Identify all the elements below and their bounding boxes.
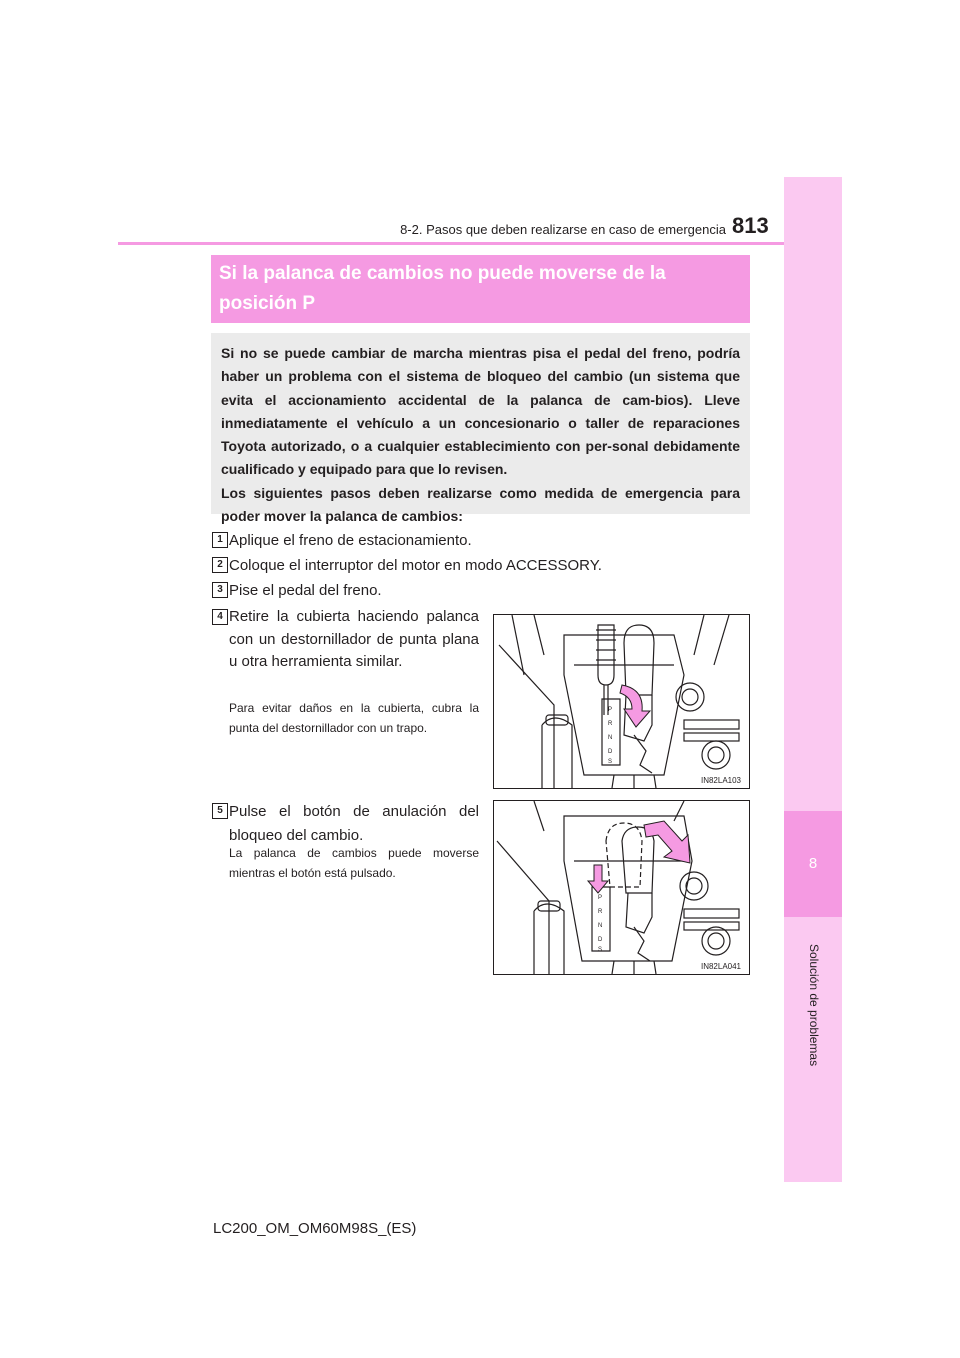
document-code-footer: LC200_OM_OM60M98S_(ES)	[213, 1220, 417, 1237]
gear-label-n: N	[598, 923, 603, 929]
chapter-number: 8	[784, 811, 842, 917]
page-number: 813	[732, 213, 769, 238]
step-1-text: Aplique el freno de estacionamiento.	[229, 532, 472, 549]
page-title: Si la palanca de cambios no puede moverse de la posición P	[211, 255, 750, 323]
step-5-number: 5	[212, 803, 228, 819]
step-5-note: La palanca de cambios puede moverse mientras el botón está pulsado.	[229, 846, 479, 880]
step-2-number: 2	[212, 557, 228, 573]
step-5-text: Pulse el botón de anulación del bloqueo del cambio.	[229, 803, 479, 844]
step-4-note: Para evitar daños en la cubierta, cubra la punta del destornillador con un trapo.	[229, 701, 479, 735]
gear-label-s: S	[608, 759, 613, 765]
chapter-title: Solución de problemas	[807, 943, 821, 1067]
step-3-text: Pise el pedal del freno.	[229, 582, 382, 599]
figure-shift-lock-release	[493, 800, 750, 975]
gear-label-r: R	[608, 721, 613, 727]
gear-label-d: D	[608, 749, 613, 755]
step-2-text: Coloque el interruptor del motor en modo ACCESSORY.	[229, 557, 602, 574]
step-1-number: 1	[212, 532, 228, 548]
step-3-number: 3	[212, 582, 228, 598]
gear-label-p: P	[608, 707, 613, 713]
gear-label-d: D	[598, 937, 603, 943]
intro-paragraph-2: Los siguientes pasos deben realizarse como medida de emergencia para poder mover la palanca de cambios:	[221, 484, 740, 525]
gear-label-p: P	[598, 895, 603, 901]
section-title: 8-2. Pasos que deben realizarse en caso de emergencia	[400, 222, 726, 237]
step-4-number: 4	[212, 609, 228, 625]
figure-1-code: IN82LA103	[700, 776, 741, 785]
header-rule	[118, 242, 784, 245]
step-4-text: Retire la cubierta haciendo palanca con un destornillador de punta plana u otra herramienta similar.	[229, 608, 479, 670]
gear-label-s: S	[598, 947, 603, 953]
console-illustration-1	[494, 615, 749, 788]
gear-label-r: R	[598, 909, 603, 915]
console-illustration-2	[494, 801, 749, 974]
gear-label-n: N	[608, 735, 613, 741]
intro-box	[211, 333, 750, 525]
figure-2-code: IN82LA041	[700, 962, 741, 971]
figure-remove-cover	[493, 614, 750, 789]
intro-paragraph-1: Si no se puede cambiar de marcha mientras pisa el pedal del freno, podría haber un problema con el sistema de bloqueo del cambio (un sistema que evita el accionamiento accidental de la palanca de cam-bios). Lleve inmediatamente el vehículo a un concesionario o taller de reparaciones Toyota autorizado, o a cualquier establecimiento con per-sonal debidamente cualificado y equipado para que lo revisen.	[221, 345, 740, 478]
